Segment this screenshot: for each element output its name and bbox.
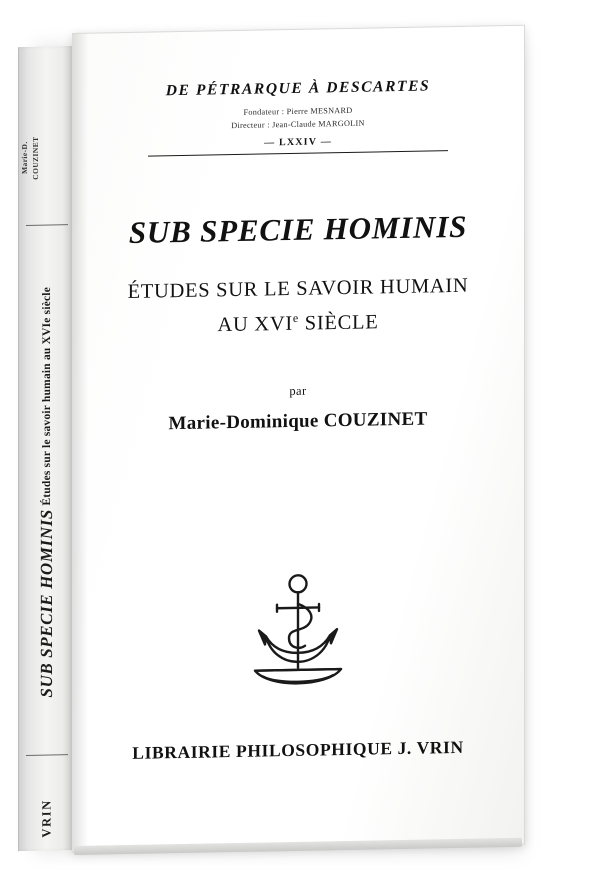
- series-name: DE PÉTRARQUE À DESCARTES: [165, 77, 431, 100]
- subtitle-century-suffix: SIÈCLE: [298, 311, 379, 335]
- spine-author-block: [19, 102, 75, 213]
- book-subtitle-line-1: ÉTUDES SUR LE SAVOIR HUMAIN: [127, 274, 469, 303]
- spine-author-line-1: Marie-D.: [20, 141, 29, 175]
- series-founder: Fondateur : Pierre MESNARD: [243, 105, 353, 117]
- cover-content: [72, 26, 524, 852]
- book-title: SUB SPECIE HOMINIS: [128, 208, 468, 250]
- spine-rule-top: [26, 224, 68, 226]
- book-spine: [18, 46, 75, 851]
- series-header: [106, 76, 490, 157]
- book-front-cover: [72, 25, 525, 853]
- series-volume-number: — LXXIV —: [264, 136, 332, 149]
- spine-title: SUB SPECIE HOMINIS: [37, 509, 56, 699]
- book-author: Marie-Dominique COUZINET: [168, 408, 428, 435]
- spine-author-line-2: COUZINET: [31, 136, 40, 180]
- subtitle-century-prefix: AU XVI: [217, 312, 293, 337]
- publisher-name: LIBRAIRIE PHILOSOPHIQUE J. VRIN: [132, 736, 464, 763]
- spine-subtitle: Études sur le savoir humain au XVIe siècle: [41, 286, 53, 506]
- book-spine-inner: [19, 46, 75, 851]
- subtitle-century-ordinal: e: [292, 310, 299, 325]
- publisher-logo: [72, 566, 524, 704]
- vrin-anchor-icon: [239, 569, 357, 701]
- series-credits: [106, 102, 490, 134]
- byline-label: par: [289, 383, 307, 398]
- book-subtitle-line-2: [106, 307, 490, 339]
- spine-publisher: VRIN: [39, 799, 54, 838]
- series-divider-rule: [148, 150, 448, 156]
- spine-title-block: [19, 242, 75, 743]
- spine-rule-bottom: [26, 754, 68, 756]
- series-director: Directeur : Jean-Claude MARGOLIN: [231, 118, 365, 131]
